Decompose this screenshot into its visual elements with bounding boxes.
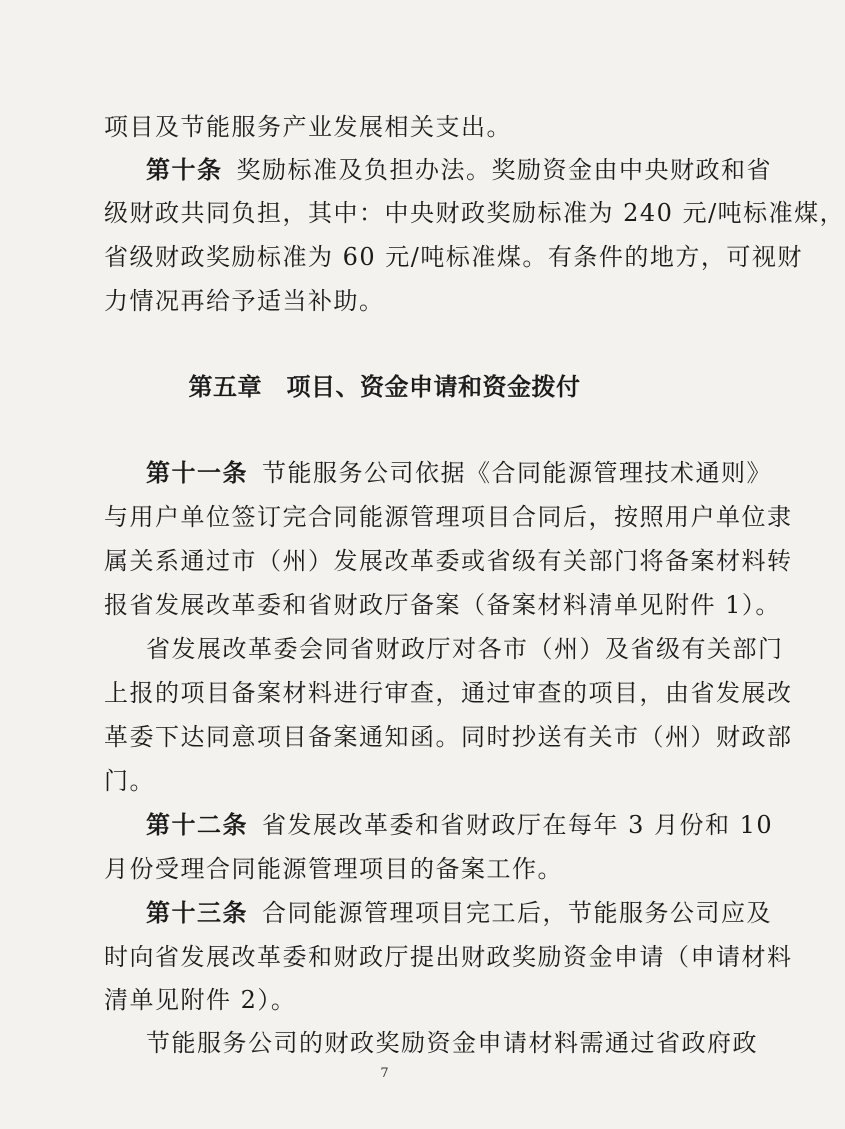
article-12-line: 第十二条 省发展改革委和省财政厅在每年 3 月份和 10 <box>146 810 774 839</box>
text-line: 省级财政奖励标准为 60 元/吨标准煤。有条件的地方，可视财 <box>104 243 803 271</box>
text-line: 时向省发展改革委和财政厅提出财政奖励资金申请（申请材料 <box>104 943 793 971</box>
article-10-line: 第十条 奖励标准及负担办法。奖励资金由中央财政和省 <box>146 155 772 184</box>
text-line: 与用户单位签订完合同能源管理项目合同后，按照用户单位隶 <box>104 503 793 531</box>
article-label: 第十一条 <box>146 458 248 487</box>
text-line: 清单见附件 2）。 <box>104 986 297 1014</box>
text-line: 属关系通过市（州）发展改革委或省级有关部门将备案材料转 <box>104 547 793 575</box>
article-label: 第十条 <box>146 155 223 184</box>
text-line: 力情况再给予适当补助。 <box>104 287 385 315</box>
text-line: 级财政共同负担，其中：中央财政奖励标准为 240 元/吨标准煤， <box>104 199 845 227</box>
article-13-line: 第十三条 合同能源管理项目完工后，节能服务公司应及 <box>146 898 772 927</box>
text-line: 月份受理合同能源管理项目的备案工作。 <box>104 855 563 883</box>
text-line: 上报的项目备案材料进行审查，通过审查的项目，由省发展改 <box>104 679 793 707</box>
article-11-line: 第十一条 节能服务公司依据《合同能源管理技术通则》 <box>146 458 772 487</box>
text-line: 项目及节能服务产业发展相关支出。 <box>104 113 512 141</box>
text-line: 门。 <box>104 767 155 795</box>
article-label: 第十二条 <box>146 810 248 839</box>
page-number: 7 <box>380 1066 389 1081</box>
text-line: 报省发展改革委和省财政厅备案（备案材料清单见附件 1）。 <box>104 591 781 619</box>
article-label: 第十三条 <box>146 898 248 927</box>
text-line: 节能服务公司的财政奖励资金申请材料需通过省政府政 <box>146 1029 758 1057</box>
text-line: 革委下达同意项目备案通知函。同时抄送有关市（州）财政部 <box>104 723 793 751</box>
text-line: 省发展改革委会同省财政厅对各市（州）及省级有关部门 <box>146 635 784 663</box>
chapter-heading: 第五章 项目、资金申请和资金拨付 <box>188 372 581 401</box>
